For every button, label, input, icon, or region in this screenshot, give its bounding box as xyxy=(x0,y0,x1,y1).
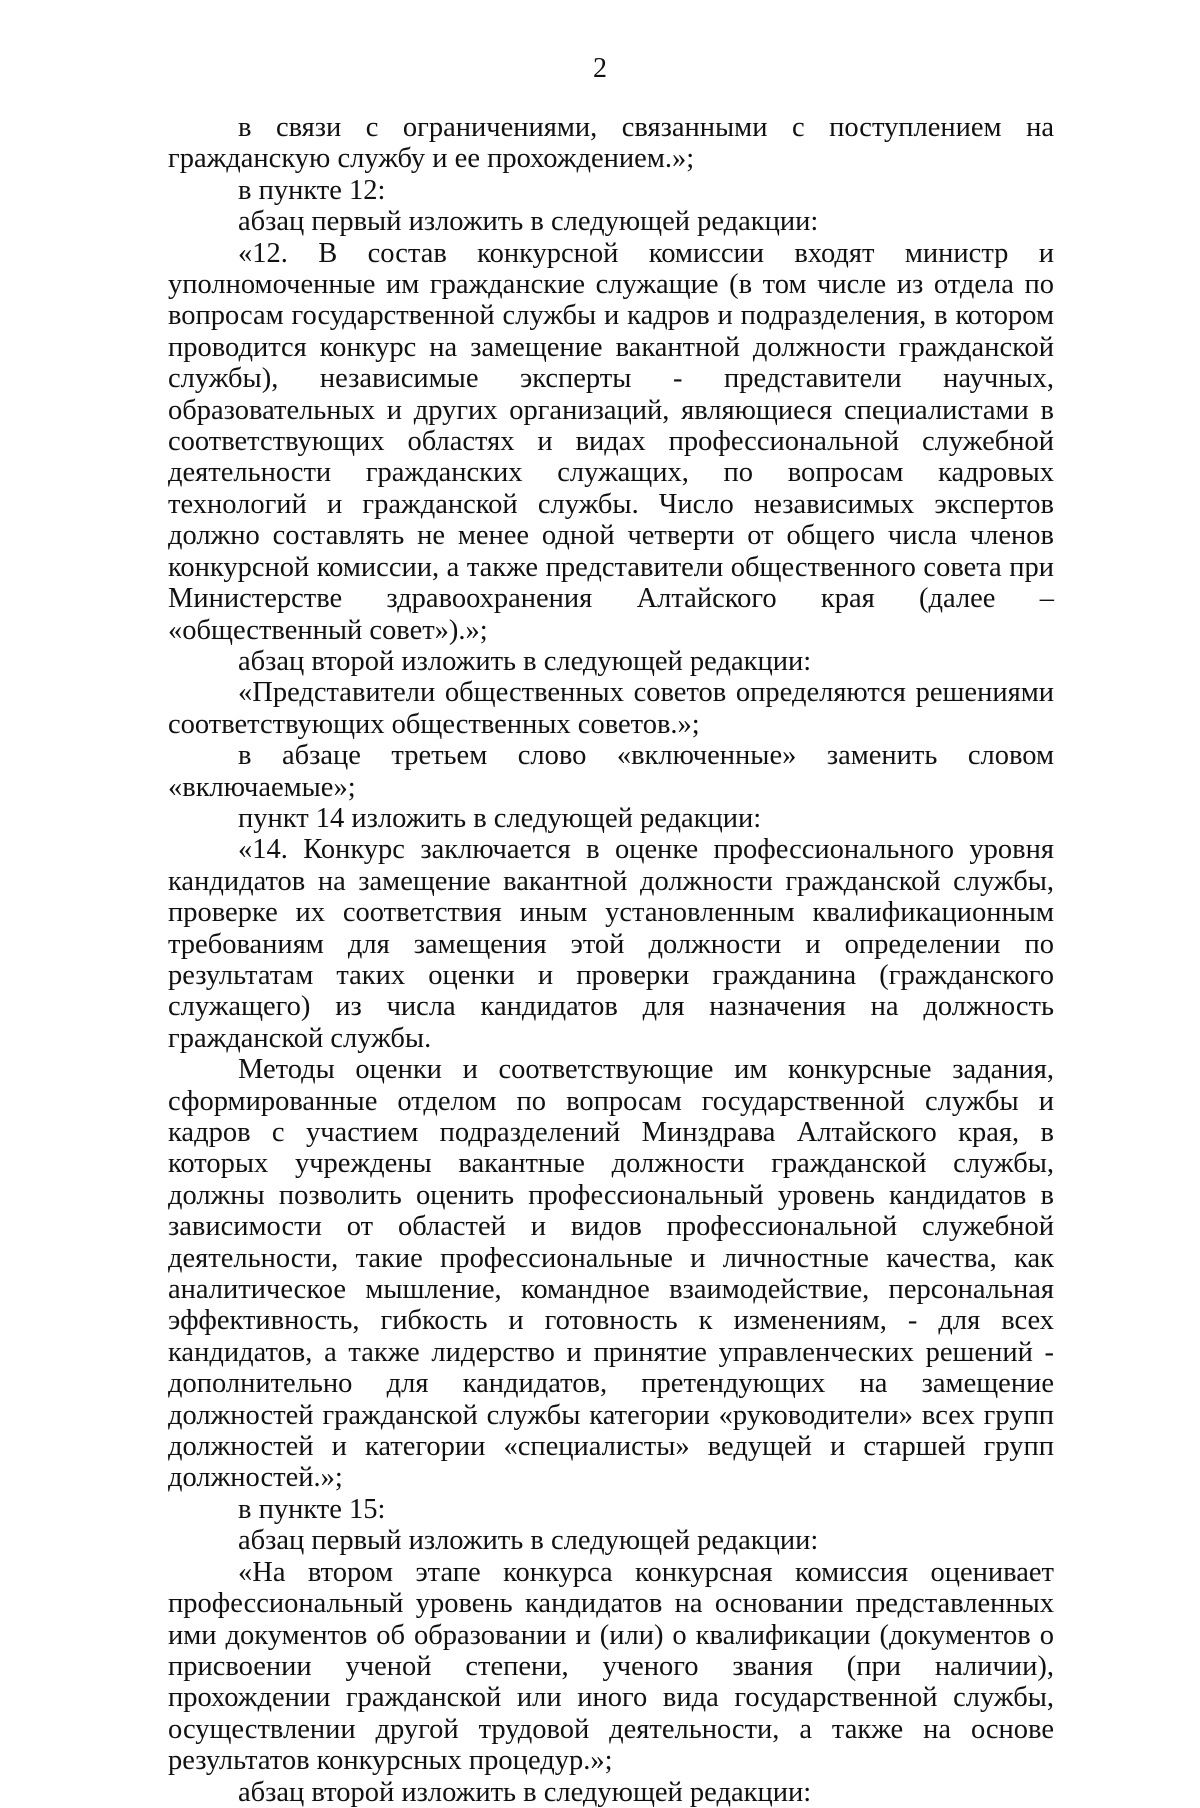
paragraph-instruction: в абзаце третьем слово «включенные» заменить словом «включаемые»; xyxy=(168,740,1054,803)
paragraph-quote-12: «12. В состав конкурсной комиссии входят министр и уполномоченные им гражданские служащие (в том числе из отдела по вопросам государственной службы и кадров и подразделения, в котором проводится конкурс на замещение вакантной должности гражданской службы), независимые эксперты - представители научных, образовательных и других организаций, являющиеся специалистами в соответствующих областях и видах профессиональной служебной деятельности гражданских служащих, по вопросам кадровых технологий и гражданской службы. Число независимых экспертов должно составлять не менее одной четверти от общего числа членов конкурсной комиссии, а также представители общественного совета при Министерстве здравоохранения Алтайского края (далее – «общественный совет»).»; xyxy=(168,237,1054,646)
paragraph-instruction: абзац первый изложить в следующей редакции: xyxy=(238,206,819,238)
paragraph-instruction: абзац второй изложить в следующей редакции: xyxy=(238,645,812,677)
paragraph-instruction: абзац второй изложить в следующей редакции: xyxy=(238,1776,812,1808)
paragraph-instruction: абзац первый изложить в следующей редакции: xyxy=(238,1525,819,1557)
page-number: 2 xyxy=(593,53,607,84)
paragraph-quote: «Представители общественных советов определяются решениями соответствующих общественных советов.»; xyxy=(168,677,1054,740)
document-body xyxy=(168,112,1054,1808)
paragraph-item-12-header: в пункте 12: xyxy=(238,174,386,206)
paragraph-continuation: в связи с ограничениями, связанными с поступлением на гражданскую службу и ее прохождением.»; xyxy=(168,112,1054,175)
paragraph-quote-15: «На втором этапе конкурса конкурсная комиссия оценивает профессиональный уровень кандидатов на основании представленных ими документов об образовании и (или) о квалификации (документов о присвоении ученой степени, ученого звания (при наличии), прохождении гражданской или иного вида государственной службы, осуществлении другой трудовой деятельности, а также на основе результатов конкурсных процедур.»; xyxy=(168,1556,1054,1777)
paragraph-instruction: пункт 14 изложить в следующей редакции: xyxy=(238,802,762,834)
paragraph-quote-14: «14. Конкурс заключается в оценке профессионального уровня кандидатов на замещение вакантной должности гражданской службы, проверке их соответствия иным установленным квалификационным требованиям для замещения этой должности и определении по результатам таких оценки и проверки гражданина (гражданского служащего) из числа кандидатов для назначения на должность гражданской службы. xyxy=(168,834,1054,1054)
paragraph-methods: Методы оценки и соответствующие им конкурсные задания, сформированные отделом по вопросам государственной службы и кадров с участием подразделений Минздрава Алтайского края, в которых учреждены вакантные должности гражданской службы, должны позволить оценить профессиональный уровень кандидатов в зависимости от областей и видов профессиональной служебной деятельности, такие профессиональные и личностные качества, как аналитическое мышление, командное взаимодействие, персональная эффективность, гибкость и готовность к изменениям, - для всех кандидатов, а также лидерство и принятие управленческих решений - дополнительно для кандидатов, претендующих на замещение должностей гражданской службы категории «руководители» всех групп должностей и категории «специалисты» ведущей и старшей групп должностей.»; xyxy=(168,1054,1054,1494)
paragraph-item-15-header: в пункте 15: xyxy=(238,1493,386,1525)
